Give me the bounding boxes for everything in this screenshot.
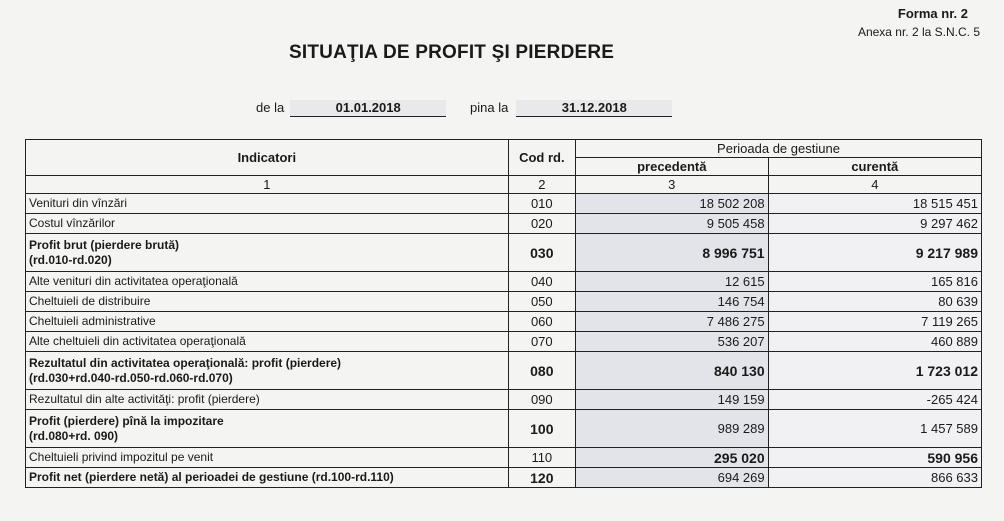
row-code: 110 [508,448,575,468]
row-label-text: Cheltuieli de distribuire [29,294,151,308]
header-indicatori: Indicatori [26,140,509,176]
table-row [26,410,982,448]
table-row [26,468,982,488]
table-row [26,292,982,312]
table-row [26,448,982,468]
row-label-text: Venituri din vînzări [29,196,128,210]
row-label-formula: (rd.010-rd.020) [29,252,112,267]
row-code: 080 [508,352,575,390]
header-cod: Cod rd. [508,140,575,176]
row-value-previous: 146 754 [575,292,768,312]
row-code: 030 [508,234,575,272]
row-code: 010 [508,194,575,214]
profit-loss-table [25,139,982,488]
row-value-previous: 149 159 [575,390,768,410]
row-value-previous: 7 486 275 [575,312,768,332]
row-value-current: -265 424 [768,390,981,410]
row-label-text: Profit brut (pierdere brută) [29,237,180,252]
row-label-text: Profit (pierdere) pînă la impozitare [29,413,224,428]
column-number-1: 1 [26,176,509,194]
row-code: 050 [508,292,575,312]
row-label-text: Rezultatul din alte activităţi: profit (pierdere) [29,392,260,406]
row-value-previous: 694 269 [575,468,768,488]
row-label [26,390,509,410]
row-label [26,410,509,448]
row-label-text: Profit net (pierdere netă) al perioadei de gestiune (rd.100-rd.110) [29,470,394,484]
row-value-previous: 18 502 208 [575,194,768,214]
row-value-current: 165 816 [768,272,981,292]
row-label-text: Cheltuieli administrative [29,314,156,328]
row-label [26,292,509,312]
period-from [256,100,446,117]
row-label [26,272,509,292]
row-code: 120 [508,468,575,488]
row-label-text: Alte venituri din activitatea operaţională [29,274,238,288]
table-row [26,214,982,234]
row-value-current: 590 956 [768,448,981,468]
form-number: Forma nr. 2 [897,6,968,21]
row-label-formula: (rd.030+rd.040-rd.050-rd.060-rd.070) [29,370,233,385]
row-code: 060 [508,312,575,332]
row-label [26,352,509,390]
row-value-previous: 12 615 [575,272,768,292]
period-to-value: 31.12.2018 [516,100,672,117]
table-row [26,194,982,214]
row-value-previous: 295 020 [575,448,768,468]
page-title: SITUAŢIA DE PROFIT ŞI PIERDERE [289,42,615,63]
column-number-3: 3 [575,176,768,194]
row-label-text: Alte cheltuieli din activitatea operaţională [29,334,246,348]
row-code: 100 [508,410,575,448]
row-value-current: 80 639 [768,292,981,312]
row-value-current: 866 633 [768,468,981,488]
column-number-2: 2 [508,176,575,194]
row-value-previous: 536 207 [575,332,768,352]
table-row [26,352,982,390]
row-code: 020 [508,214,575,234]
table-row [26,390,982,410]
row-label-text: Costul vînzărilor [29,216,116,230]
row-label [26,332,509,352]
row-label [26,194,509,214]
row-code: 090 [508,390,575,410]
row-label [26,312,509,332]
row-value-previous: 9 505 458 [575,214,768,234]
row-code: 040 [508,272,575,292]
row-value-current: 1 457 589 [768,410,981,448]
row-value-current: 9 297 462 [768,214,981,234]
row-label-text: Cheltuieli privind impozitul pe venit [29,450,214,464]
annex-label: Anexa nr. 2 la S.N.C. 5 [857,25,980,39]
table-row [26,332,982,352]
row-label [26,448,509,468]
row-value-current: 460 889 [768,332,981,352]
table-row [26,234,982,272]
row-label [26,468,509,488]
row-code: 070 [508,332,575,352]
period-to-label: pina la [470,100,509,115]
period-from-value: 01.01.2018 [290,100,446,117]
column-number-4: 4 [768,176,981,194]
row-value-current: 7 119 265 [768,312,981,332]
row-value-current: 18 515 451 [768,194,981,214]
period-to [470,100,672,117]
table-row [26,272,982,292]
header-perioada: Perioada de gestiune [575,140,981,158]
header-curenta: curentă [768,158,981,176]
row-label-text: Rezultatul din activitatea operaţională: profit (pierdere) [29,355,342,370]
row-value-current: 1 723 012 [768,352,981,390]
row-label [26,234,509,272]
period-from-label: de la [256,100,285,115]
row-label [26,214,509,234]
row-value-previous: 989 289 [575,410,768,448]
row-value-previous: 840 130 [575,352,768,390]
row-label-formula: (rd.080+rd. 090) [29,428,119,443]
header-precedenta: precedentă [575,158,768,176]
table-row [26,312,982,332]
row-value-current: 9 217 989 [768,234,981,272]
row-value-previous: 8 996 751 [575,234,768,272]
